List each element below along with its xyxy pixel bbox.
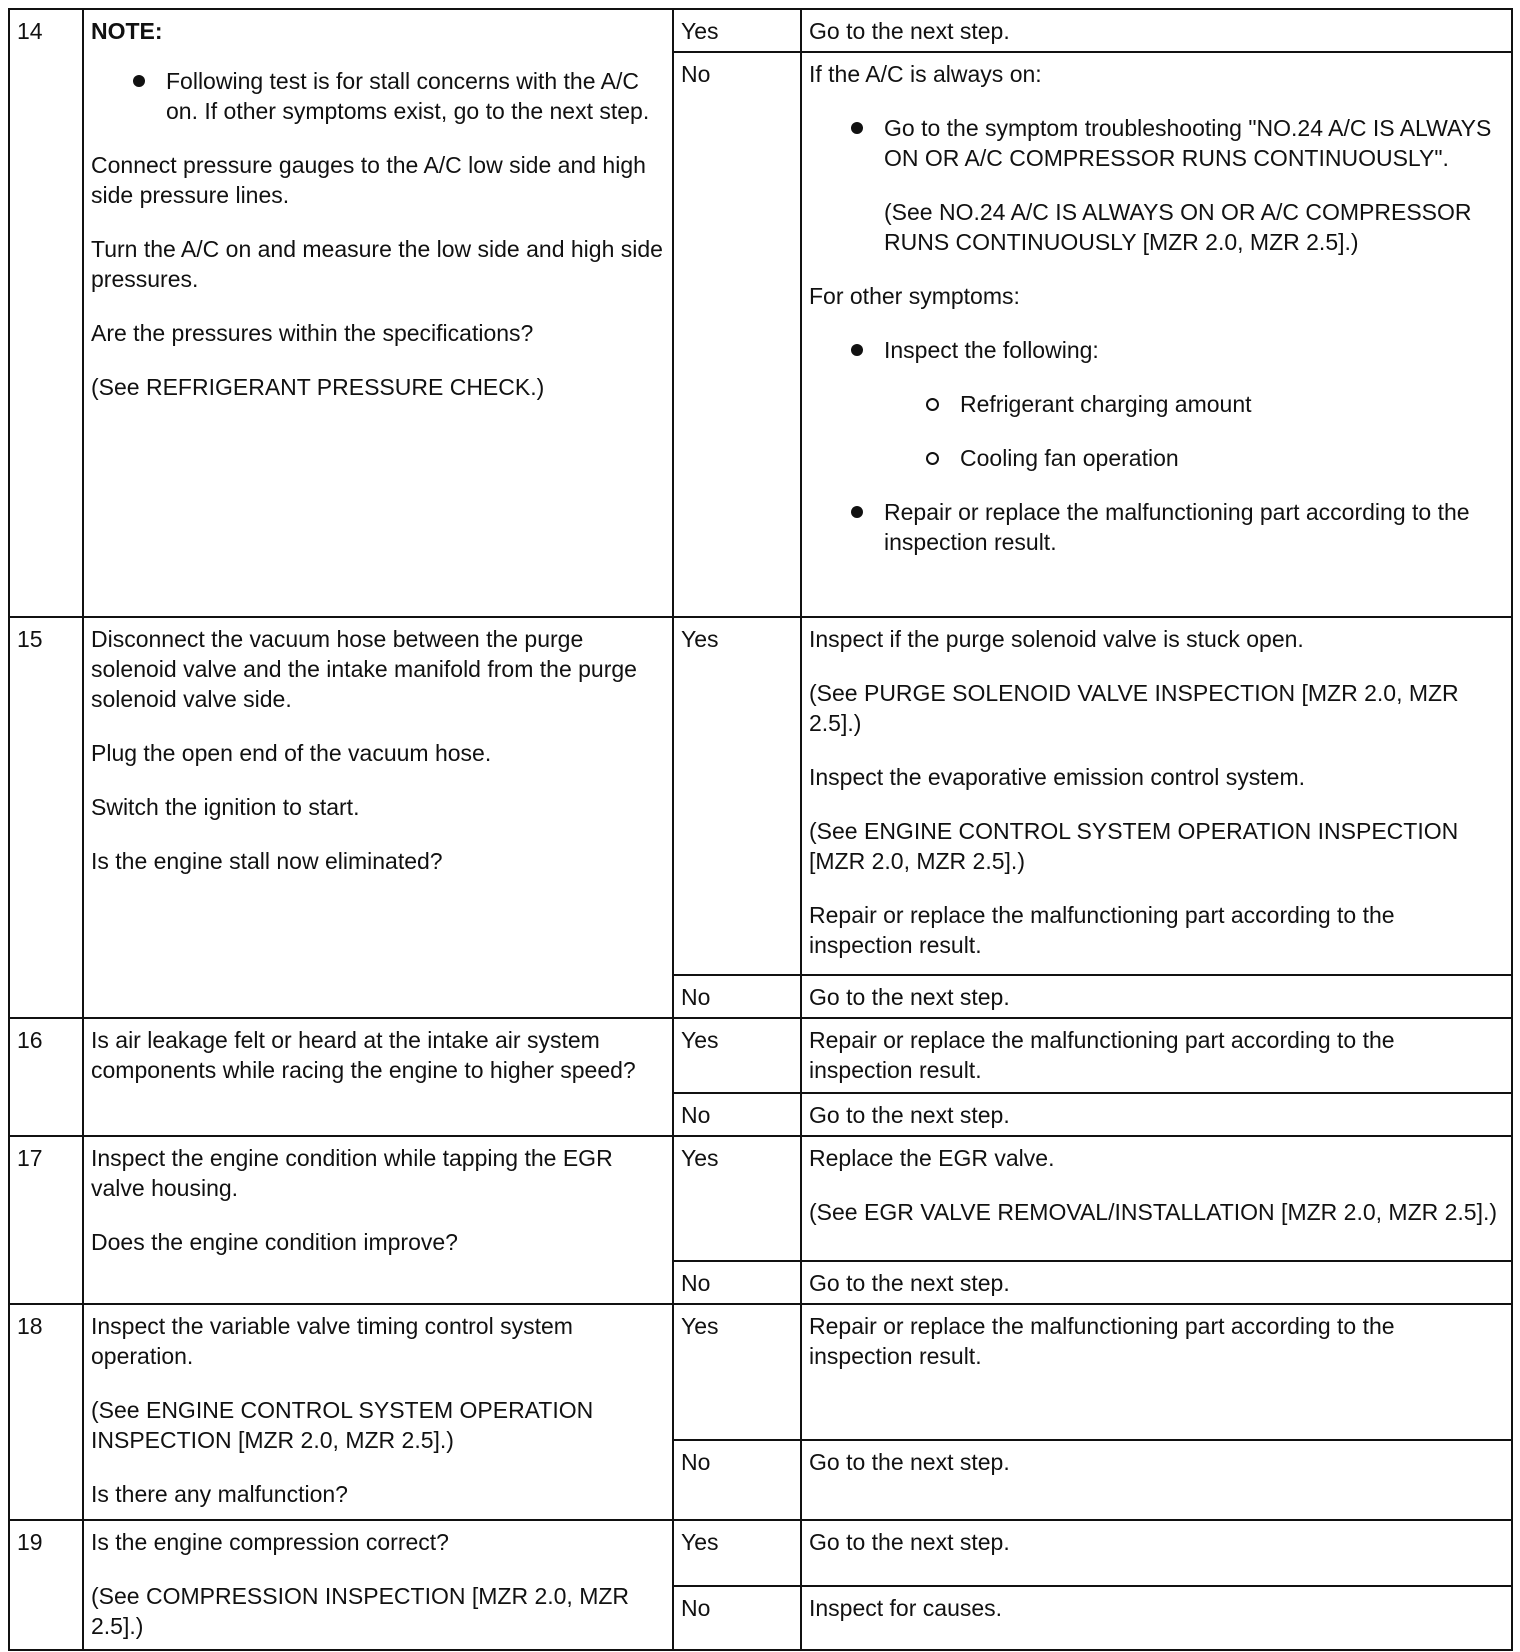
list-item: Repair or replace the malfunctioning part according to the inspection result.	[809, 497, 1504, 557]
step-question: Is the engine stall now eliminated?	[91, 847, 443, 874]
result-yes	[801, 617, 1512, 975]
answer-no: No	[673, 975, 801, 1018]
answer-yes: Yes	[673, 617, 801, 975]
answer-yes: Yes	[673, 1520, 801, 1586]
bullet-icon	[133, 75, 145, 87]
result-no	[801, 52, 1512, 617]
bullet-icon	[851, 122, 863, 134]
note-title: NOTE:	[91, 18, 163, 44]
reference-link[interactable]: (See NO.24 A/C IS ALWAYS ON OR A/C COMPRESSOR RUNS CONTINUOUSLY [MZR 2.0, MZR 2.5].)	[884, 199, 1472, 256]
answer-yes: Yes	[673, 1018, 801, 1092]
step-text: Turn the A/C on and measure the low side and high side pressures.	[91, 236, 663, 292]
bullet-icon	[851, 344, 863, 356]
reference-link[interactable]: (See ENGINE CONTROL SYSTEM OPERATION INSPECTION [MZR 2.0, MZR 2.5].)	[809, 817, 1459, 874]
step-number: 15	[9, 617, 83, 1019]
sub-list-item: Cooling fan operation	[884, 443, 1504, 473]
sub-list-item: Refrigerant charging amount	[884, 389, 1504, 419]
troubleshooting-table	[8, 8, 1513, 1651]
sub-list	[884, 389, 1504, 473]
result-text: If the A/C is always on:	[809, 61, 1042, 88]
step-number: 14	[9, 9, 83, 617]
step-15-row-yes	[9, 617, 1512, 975]
list-item: Inspect the following: Refrigerant charging amount Cooling fan operation	[809, 335, 1504, 473]
result-yes: Repair or replace the malfunctioning part according to the inspection result.	[801, 1304, 1512, 1440]
step-action	[83, 1136, 673, 1304]
step-question: Is the engine compression correct?	[91, 1529, 449, 1556]
step-action	[83, 9, 673, 617]
step-action	[83, 1520, 673, 1650]
step-question: Does the engine condition improve?	[91, 1228, 458, 1255]
step-action	[83, 617, 673, 1019]
step-18-row-yes	[9, 1304, 1512, 1440]
result-text: Inspect if the purge solenoid valve is stuck open.	[809, 625, 1304, 652]
result-yes	[801, 1136, 1512, 1261]
circle-bullet-icon	[926, 398, 939, 411]
bullet-icon	[851, 506, 863, 518]
answer-no: No	[673, 1093, 801, 1136]
answer-no: No	[673, 52, 801, 617]
result-list	[809, 113, 1504, 173]
step-text: Connect pressure gauges to the A/C low side and high side pressure lines.	[91, 152, 646, 208]
result-list	[809, 335, 1504, 557]
step-number: 19	[9, 1520, 83, 1650]
step-17-row-yes	[9, 1136, 1512, 1261]
step-question: Is there any malfunction?	[91, 1480, 348, 1507]
step-text: Inspect the variable valve timing control system operation.	[91, 1312, 573, 1369]
answer-no: No	[673, 1586, 801, 1650]
result-yes: Repair or replace the malfunctioning part according to the inspection result.	[801, 1018, 1512, 1092]
result-text: Replace the EGR valve.	[809, 1144, 1055, 1171]
result-no: Go to the next step.	[801, 975, 1512, 1018]
list-item: Go to the symptom troubleshooting "NO.24 A/C IS ALWAYS ON OR A/C COMPRESSOR RUNS CONTINUOUSLY".	[809, 113, 1504, 173]
reference-link[interactable]: (See COMPRESSION INSPECTION [MZR 2.0, MZR 2.5].)	[91, 1583, 630, 1640]
step-16-row-yes	[9, 1018, 1512, 1092]
step-question: Is air leakage felt or heard at the intake air system components while racing the engine to higher speed?	[91, 1027, 636, 1084]
result-yes: Go to the next step.	[801, 9, 1512, 52]
result-yes: Go to the next step.	[801, 1520, 1512, 1586]
answer-yes: Yes	[673, 1304, 801, 1440]
result-text: For other symptoms:	[809, 283, 1020, 310]
result-text: Repair or replace the malfunctioning part according to the inspection result.	[809, 901, 1395, 958]
step-action	[83, 1018, 673, 1135]
answer-no: No	[673, 1261, 801, 1304]
reference-link[interactable]: (See EGR VALVE REMOVAL/INSTALLATION [MZR 2.0, MZR 2.5].)	[809, 1198, 1498, 1225]
step-number: 18	[9, 1304, 83, 1520]
step-text: Plug the open end of the vacuum hose.	[91, 739, 492, 766]
step-number: 17	[9, 1136, 83, 1304]
step-number: 16	[9, 1018, 83, 1135]
result-no: Go to the next step.	[801, 1440, 1512, 1520]
step-14-row-yes	[9, 9, 1512, 52]
step-text: Disconnect the vacuum hose between the purge solenoid valve and the intake manifold from the purge solenoid valve side.	[91, 625, 637, 712]
step-action	[83, 1304, 673, 1520]
step-text: Inspect the engine condition while tapping the EGR valve housing.	[91, 1144, 613, 1201]
answer-yes: Yes	[673, 1136, 801, 1261]
result-no: Go to the next step.	[801, 1261, 1512, 1304]
reference-link[interactable]: (See ENGINE CONTROL SYSTEM OPERATION INSPECTION [MZR 2.0, MZR 2.5].)	[91, 1396, 594, 1453]
circle-bullet-icon	[926, 452, 939, 465]
list-item: Following test is for stall concerns with the A/C on. If other symptoms exist, go to the next step.	[91, 66, 665, 126]
reference-link[interactable]: (See REFRIGERANT PRESSURE CHECK.)	[91, 374, 545, 400]
result-no: Inspect for causes.	[801, 1586, 1512, 1650]
step-text: Switch the ignition to start.	[91, 793, 360, 820]
result-text: Inspect the evaporative emission control system.	[809, 763, 1306, 790]
result-no: Go to the next step.	[801, 1093, 1512, 1136]
reference-link[interactable]: (See PURGE SOLENOID VALVE INSPECTION [MZR 2.0, MZR 2.5].)	[809, 679, 1459, 736]
note-list	[91, 66, 665, 126]
answer-yes: Yes	[673, 9, 801, 52]
step-question: Are the pressures within the specifications?	[91, 320, 534, 346]
step-19-row-yes	[9, 1520, 1512, 1586]
answer-no: No	[673, 1440, 801, 1520]
